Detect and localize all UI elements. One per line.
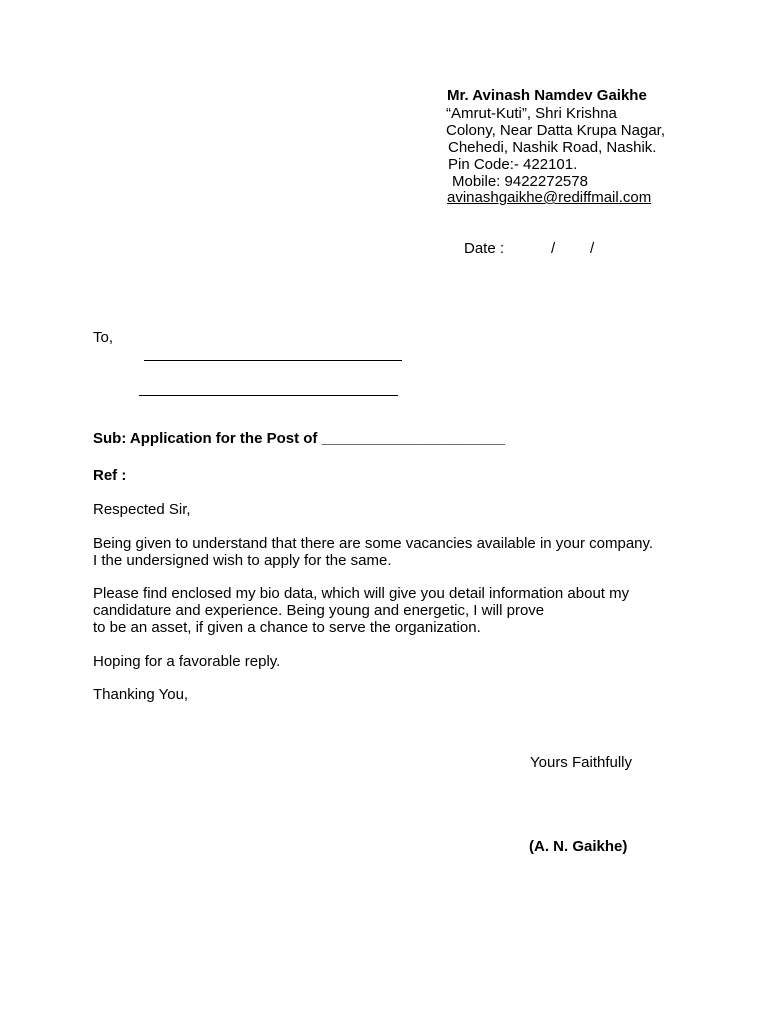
sender-email: avinashgaikhe@rediffmail.com bbox=[447, 189, 652, 206]
paragraph-line: to be an asset, if given a chance to serve the organization. bbox=[93, 619, 481, 636]
sender-address-line2: Colony, Near Datta Krupa Nagar, bbox=[446, 122, 666, 139]
salutation: Respected Sir, bbox=[93, 501, 191, 518]
paragraph-line: I the undersigned wish to apply for the same. bbox=[93, 552, 392, 569]
date-separator-1: / bbox=[551, 240, 556, 257]
recipient-blank-line-1 bbox=[144, 360, 402, 361]
subject-line: Sub: Application for the Post of ______________________ bbox=[93, 430, 506, 447]
closing-thanks: Thanking You, bbox=[93, 686, 189, 703]
paragraph-line: candidature and experience. Being young and energetic, I will prove bbox=[93, 602, 545, 619]
paragraph-line: Being given to understand that there are some vacancies available in your company. bbox=[93, 535, 654, 552]
recipient-to: To, bbox=[93, 329, 114, 346]
sender-mobile: Mobile: 9422272578 bbox=[452, 173, 588, 190]
paragraph-bio-data bbox=[93, 585, 673, 636]
date-label: Date : bbox=[464, 240, 505, 257]
valediction: Yours Faithfully bbox=[530, 754, 632, 771]
signature-name: (A. N. Gaikhe) bbox=[529, 838, 628, 855]
reference-label: Ref : bbox=[93, 467, 127, 484]
sender-name: Mr. Avinash Namdev Gaikhe bbox=[447, 87, 647, 104]
sender-address-line1: “Amrut-Kuti”, Shri Krishna bbox=[446, 105, 617, 122]
recipient-blank-line-2 bbox=[139, 395, 398, 396]
sender-address-line3: Chehedi, Nashik Road, Nashik. bbox=[448, 139, 657, 156]
date-separator-2: / bbox=[590, 240, 595, 257]
paragraph-line: Please find enclosed my bio data, which will give you detail information about my bbox=[93, 585, 630, 602]
paragraph-vacancies bbox=[93, 535, 673, 569]
sender-pin: Pin Code:- 422101. bbox=[448, 156, 578, 173]
closing-hope: Hoping for a favorable reply. bbox=[93, 653, 281, 670]
